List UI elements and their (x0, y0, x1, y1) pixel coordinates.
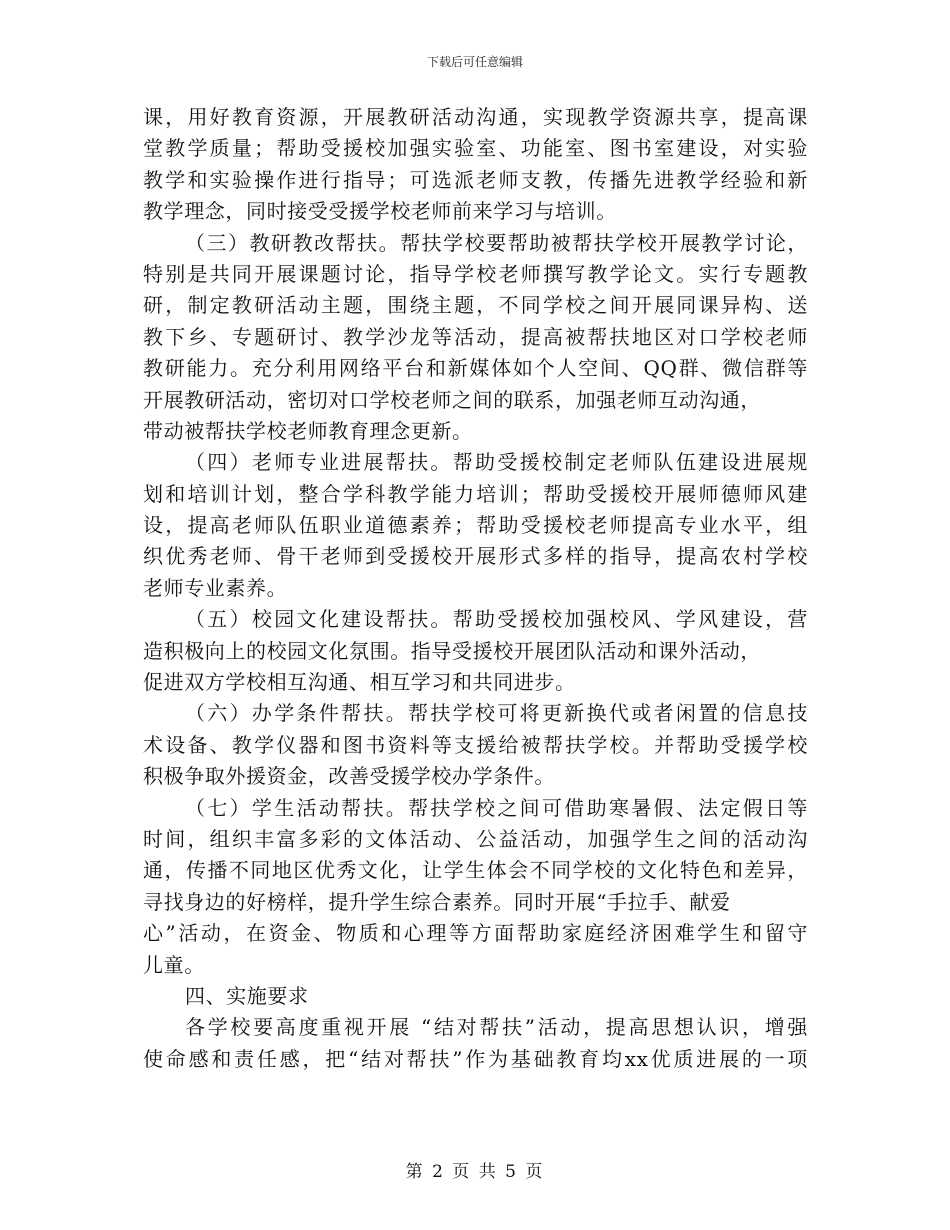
paragraph (143, 793, 808, 981)
text-line: 心”活动，在资金、物质和心理等方面帮助家庭经济困难学生和留守 (143, 921, 808, 946)
text-line: （六）办学条件帮扶。帮扶学校可将更新换代或者闲置的信息技 (185, 701, 808, 726)
paragraph (143, 447, 808, 604)
text-line: 划和培训计划，整合学科教学能力培训；帮助受援校开展师德师风建 (143, 481, 808, 506)
text-line: （三）教研教改帮扶。帮扶学校要帮助被帮扶学校开展教学讨论， (185, 230, 808, 255)
text-line: 促进双方学校相互沟通、相互学习和共同进步。 (143, 670, 576, 695)
text-line: 带动被帮扶学校老师教育理念更新。 (143, 418, 473, 443)
text-line: 各学校要高度重视开展 “结对帮扶”活动，提高思想认识，增强 (185, 1015, 808, 1040)
text-line: 开展教研活动，密切对口学校老师之间的联系，加强老师互动沟通， (143, 387, 761, 412)
paragraph (143, 228, 808, 448)
text-line: 四、实施要求 (185, 983, 309, 1008)
text-line: 造积极向上的校园文化氛围。指导受援校开展团队活动和课外活动， (143, 638, 761, 663)
text-line: （七）学生活动帮扶。帮扶学校之间可借助寒暑假、法定假日等 (185, 795, 808, 820)
page-number-footer: 第 2 页 共 5 页 (405, 1162, 545, 1182)
text-line: 堂教学质量；帮助受援校加强实验室、功能室、图书室建设，对实验 (143, 136, 808, 161)
text-line: 织优秀老师、骨干老师到受援校开展形式多样的指导，提高农村学校 (143, 544, 808, 569)
page-header: 下载后可任意编辑 (426, 55, 523, 69)
text-line: 通，传播不同地区优秀文化，让学生体会不同学校的文化特色和差异， (143, 858, 808, 883)
text-line: 时间，组织丰富多彩的文体活动、公益活动，加强学生之间的活动沟 (143, 826, 808, 851)
section-heading (143, 981, 808, 1012)
document-body (143, 102, 808, 1075)
text-line: 寻找身边的好榜样，提升学生综合素养。同时开展“手拉手、献爱 (143, 889, 731, 914)
text-line: 教研能力。充分利用网络平台和新媒体如个人空间、QQ群、微信群等 (143, 356, 808, 381)
text-line: 使命感和责任感，把“结对帮扶”作为基础教育均xx优质进展的一项 (143, 1046, 808, 1071)
paragraph (143, 1012, 808, 1075)
text-line: 研，制定教研活动主题，围绕主题，不同学校之间开展同课异构、送 (143, 293, 808, 318)
text-line: 儿童。 (143, 952, 205, 977)
text-line: （四）老师专业进展帮扶。帮助受援校制定老师队伍建设进展规 (185, 450, 808, 475)
paragraph (143, 102, 808, 228)
paragraph (143, 698, 808, 792)
text-line: 教下乡、专题研讨、教学沙龙等活动，提高被帮扶地区对口学校老师 (143, 324, 808, 349)
text-line: 教学理念，同时接受受援学校老师前来学习与培训。 (143, 199, 617, 224)
text-line: 特别是共同开展课题讨论，指导学校老师撰写教学论文。实行专题教 (143, 261, 808, 286)
text-line: 术设备、教学仪器和图书资料等支援给被帮扶学校。并帮助受援学校 (143, 732, 808, 757)
text-line: （五）校园文化建设帮扶。帮助受援校加强校风、学风建设，营 (185, 607, 808, 632)
text-line: 课，用好教育资源，开展教研活动沟通，实现教学资源共享，提高课 (143, 105, 808, 129)
text-line: 老师专业素养。 (143, 575, 288, 600)
text-line: 设，提高老师队伍职业道德素养；帮助受援校老师提高专业水平，组 (143, 513, 808, 538)
paragraph (143, 604, 808, 698)
text-line: 积极争取外援资金，改善受援学校办学条件。 (143, 764, 555, 789)
text-line: 教学和实验操作进行指导；可选派老师支教，传播先进教学经验和新 (143, 167, 808, 192)
